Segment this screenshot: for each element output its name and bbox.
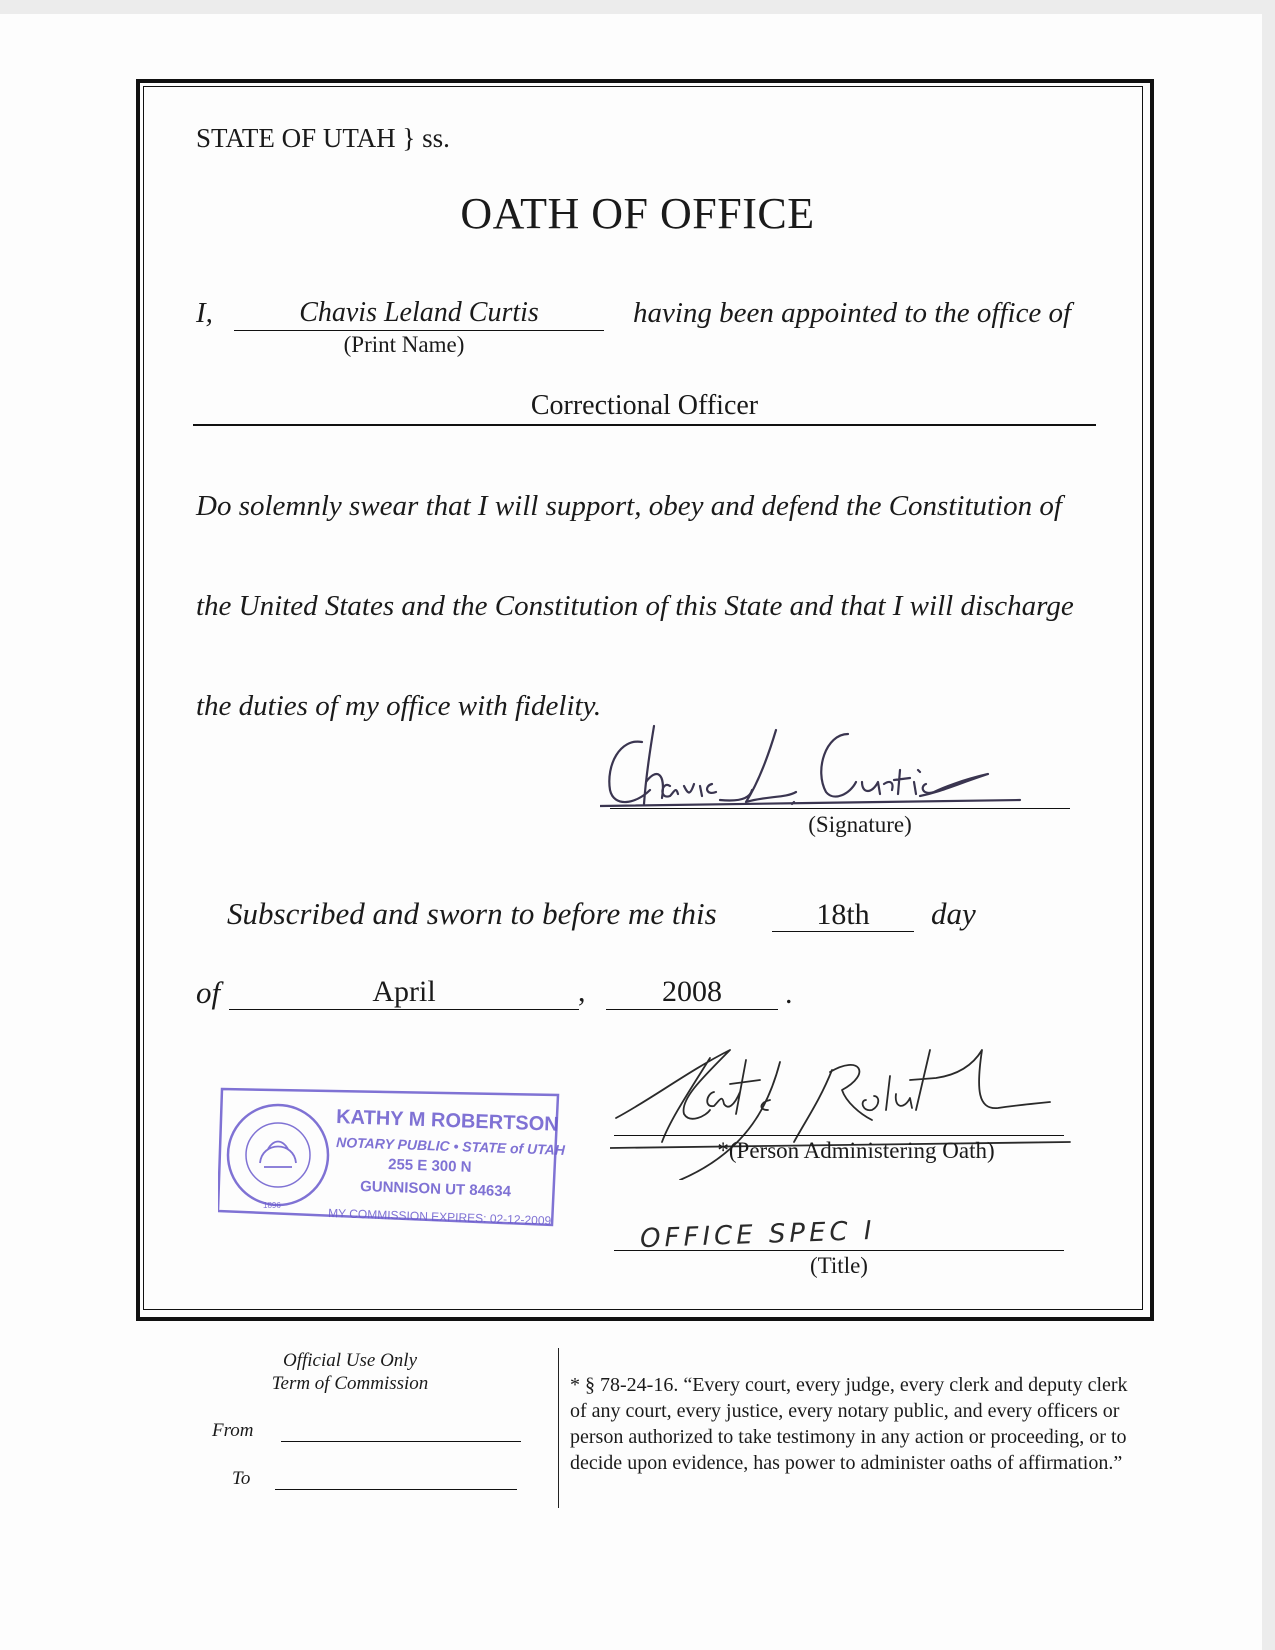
svg-text:MY COMMISSION EXPIRES: 02-12-2: MY COMMISSION EXPIRES: 02-12-2009 xyxy=(327,1206,552,1228)
title-caption: (Title) xyxy=(810,1253,868,1278)
signature-line xyxy=(610,808,1070,809)
term-label: Term of Commission xyxy=(271,1373,429,1394)
from-label: From xyxy=(212,1420,254,1441)
signature-caption: (Signature) xyxy=(808,812,912,837)
office-line xyxy=(193,424,1096,426)
title-value: OFFICE SPEC I xyxy=(639,1215,877,1255)
svg-text:GUNNISON UT 84634: GUNNISON UT 84634 xyxy=(359,1178,512,1201)
day-value: 18th xyxy=(816,898,870,931)
day-line xyxy=(772,931,914,932)
title-line xyxy=(614,1250,1064,1251)
month-line xyxy=(229,1009,579,1010)
oath-line-3: the duties of my office with fidelity. xyxy=(196,690,602,722)
i-label: I, xyxy=(196,297,213,329)
print-name-line xyxy=(234,330,604,331)
handwritten-signature xyxy=(600,720,1060,820)
administrator-line xyxy=(614,1135,1064,1136)
print-name-value: Chavis Leland Curtis xyxy=(299,297,539,328)
sworn-prefix: Subscribed and sworn to before me this xyxy=(227,896,717,931)
oath-line-2: the United States and the Constitution of this State and that I will discharge xyxy=(196,590,1074,622)
office-value: Correctional Officer xyxy=(530,390,759,421)
statute-text: * § 78-24-16. “Every court, every judge, every clerk and deputy clerk of any court, every justice, every notary public, and every officers or person authorized to take testimony in any action or proceeding, or to decide upon evidence, has power to administer oaths of affirmation.” xyxy=(570,1374,1128,1474)
from-line xyxy=(281,1441,521,1442)
svg-text:KATHY M ROBERTSON: KATHY M ROBERTSON xyxy=(335,1106,560,1136)
year-value: 2008 xyxy=(662,975,722,1008)
year-period: . xyxy=(785,977,793,1010)
to-label: To xyxy=(232,1468,251,1489)
oath-line-1: Do solemnly swear that I will support, obey and defend the Constitution of xyxy=(196,490,1062,522)
month-value: April xyxy=(372,975,436,1008)
to-line xyxy=(275,1489,517,1490)
print-name-caption: (Print Name) xyxy=(343,332,465,357)
of-label: of xyxy=(196,975,221,1010)
official-use-label: Official Use Only xyxy=(282,1350,418,1371)
month-comma: , xyxy=(578,975,586,1008)
svg-text:255 E 300 N: 255 E 300 N xyxy=(387,1156,472,1176)
svg-text:NOTARY PUBLIC • STATE of UTAH: NOTARY PUBLIC • STATE of UTAH xyxy=(335,1134,566,1158)
day-label: day xyxy=(931,896,976,931)
footer-divider xyxy=(558,1348,559,1508)
svg-text:1896: 1896 xyxy=(263,1201,281,1210)
notary-stamp xyxy=(218,1083,568,1233)
appointed-text: having been appointed to the office of xyxy=(633,297,1072,329)
administrator-caption: *(Person Administering Oath) xyxy=(717,1138,995,1163)
page-title: OATH OF OFFICE xyxy=(460,189,815,238)
year-line xyxy=(606,1009,778,1010)
state-line: STATE OF UTAH } ss. xyxy=(196,123,450,153)
